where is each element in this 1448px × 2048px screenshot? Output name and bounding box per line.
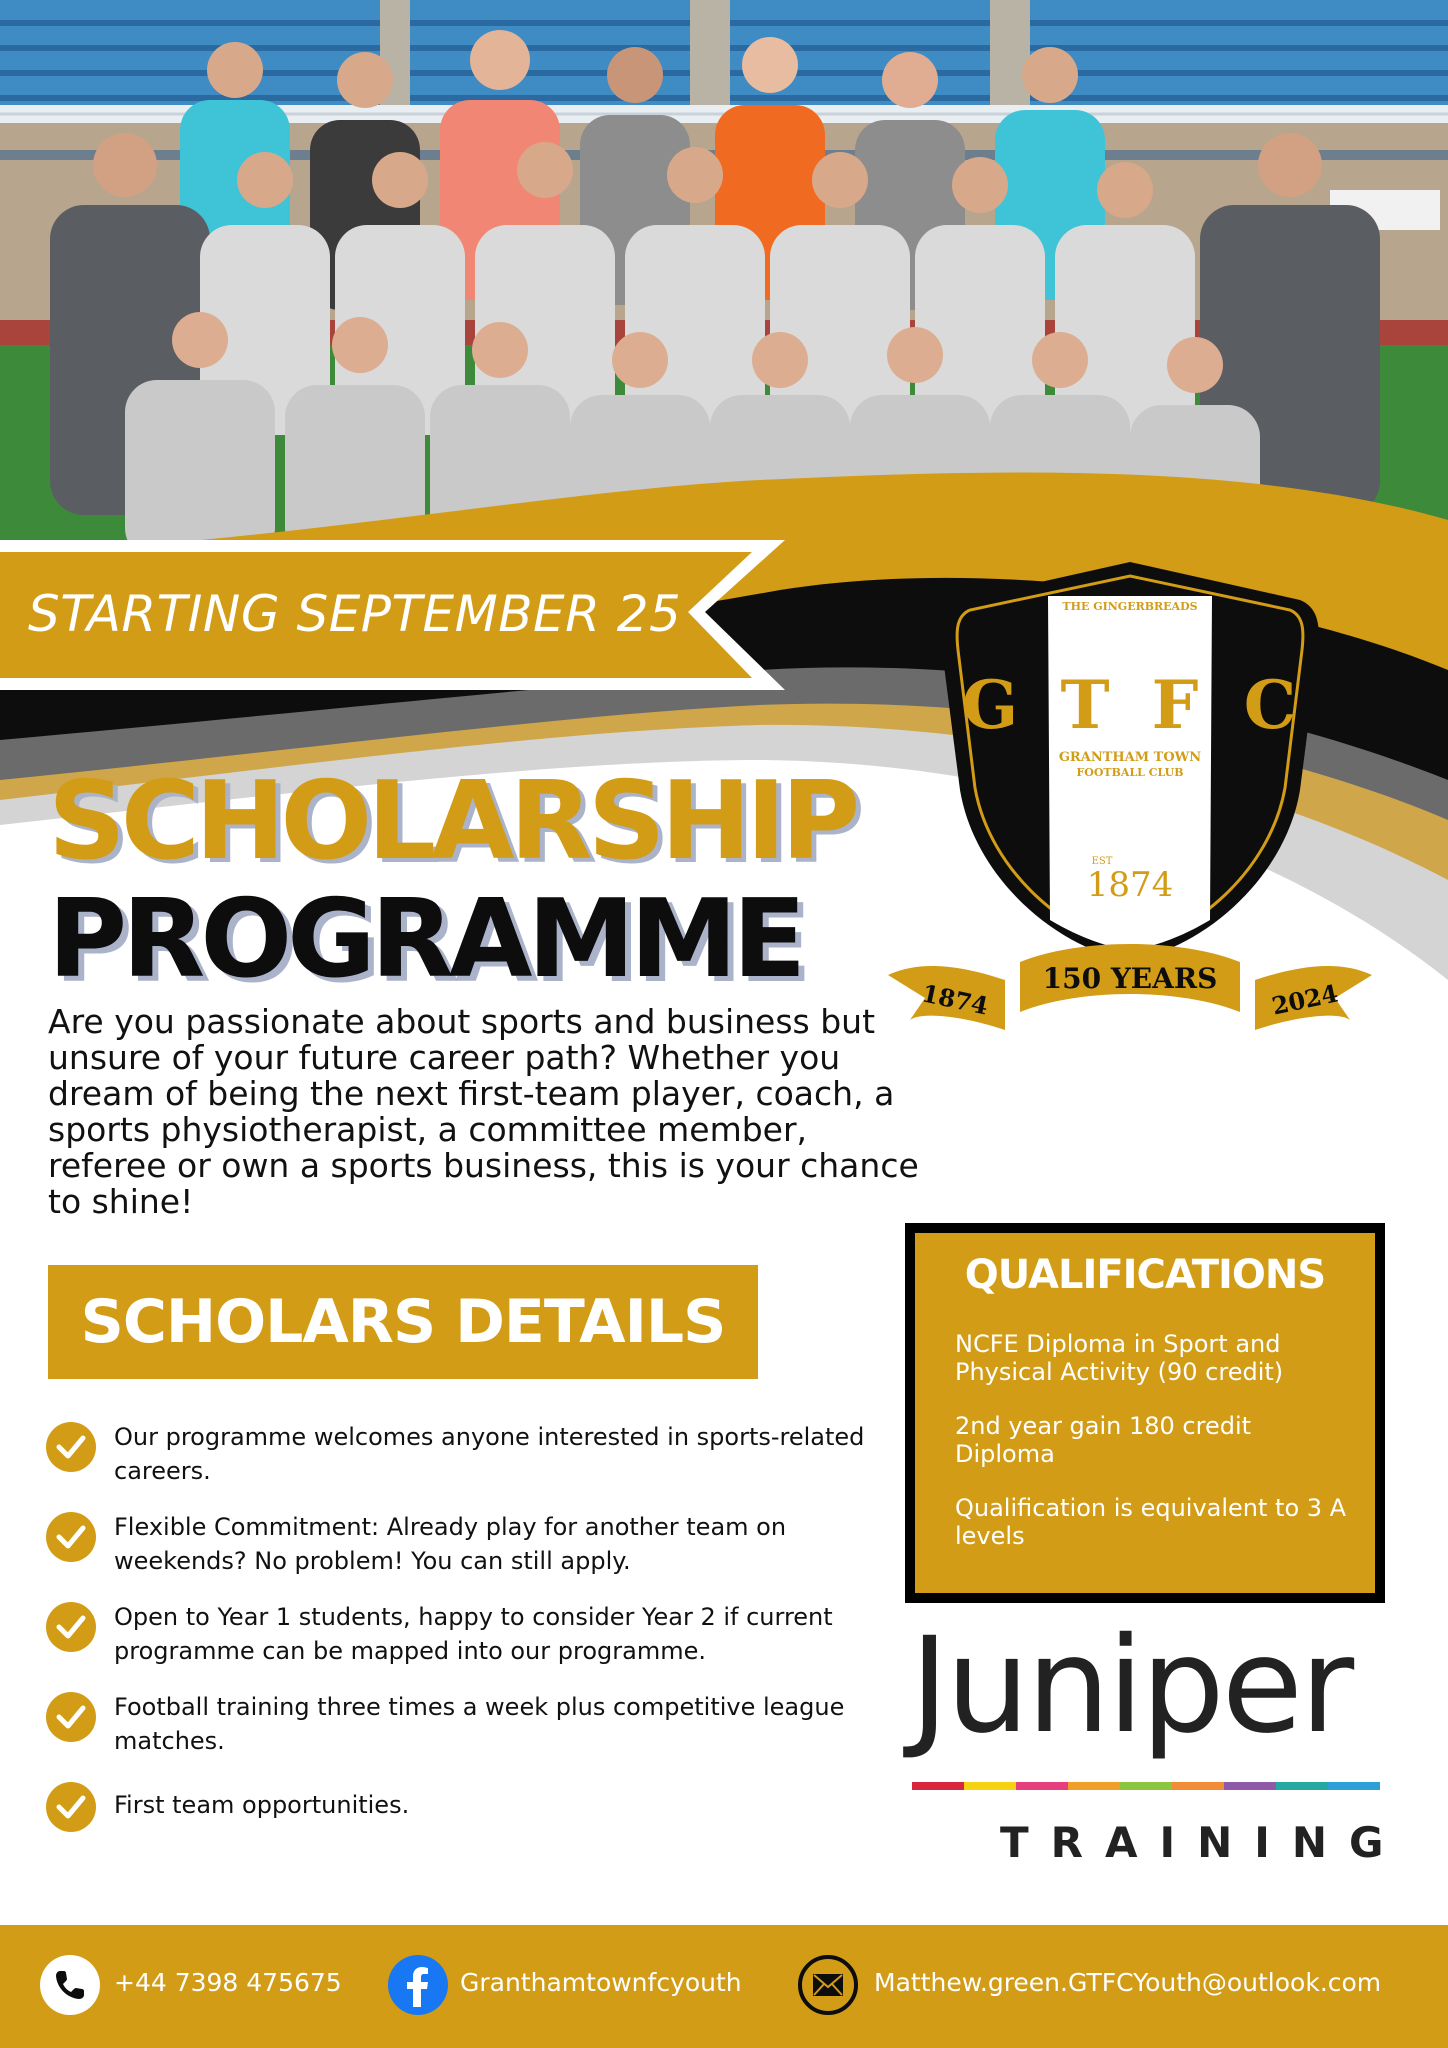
list-item-text: First team opportunities. [114,1791,410,1819]
email-icon [798,1955,858,2015]
ribbon-150-years: 150 YEARS [1042,962,1218,995]
crest-club-name-1: GRANTHAM TOWN [1058,750,1202,765]
check-icon [46,1602,96,1652]
crest-letter-g: G [961,666,1019,744]
sponsor-color-bar [912,1782,1380,1790]
crest-letter-f: F [1151,666,1199,744]
ribbon-left-year: 1874 [919,978,991,1021]
check-icon [46,1422,96,1472]
qualifications-title: QUALIFICATIONS [964,1252,1326,1298]
qualification-item: Qualification is equivalent to 3 A levels [955,1494,1347,1550]
list-item-text: Open to Year 1 students, happy to consider Year 2 if current programme can be mapped into our programme. [114,1603,833,1665]
footer-phone[interactable]: +44 7398 475675 [114,1968,342,1997]
crest-club-name-2: FOOTBALL CLUB [1076,766,1184,779]
crest-est-year: 1874 [1086,865,1174,905]
scholars-details-title: SCHOLARS DETAILS [80,1287,726,1357]
list-item-text: Football training three times a week plus competitive league matches. [114,1693,845,1755]
ribbon-right-year: 2024 [1269,978,1341,1021]
list-item-text: Our programme welcomes anyone interested in sports-related careers. [114,1423,865,1485]
crest-letter-c: C [1243,666,1297,744]
check-icon [46,1692,96,1742]
footer-email[interactable]: Matthew.green.GTFCYouth@outlook.com [874,1968,1382,1997]
facebook-icon [388,1955,448,2015]
crest-top-text: THE GINGERBREADS [1062,600,1198,613]
headline-scholarship: SCHOLARSHIP [48,759,856,884]
phone-icon [40,1955,100,2015]
intro-paragraph: Are you passionate about sports and business but unsure of your future career path? Whether you dream of being the next first-team player, coach, a sports physiotherapist, a committee member, referee or own a sports business, this is your chance to shine! [48,1002,919,1221]
crest-est-label: EST [1091,856,1113,867]
qualification-item: 2nd year gain 180 credit Diploma [955,1412,1252,1468]
check-icon [46,1782,96,1832]
check-icon [46,1512,96,1562]
club-crest [880,560,1380,1040]
headline-programme: PROGRAMME [48,877,802,1002]
list-item-text: Flexible Commitment: Already play for another team on weekends? No problem! You can still apply. [114,1513,787,1575]
footer-facebook[interactable]: Granthamtownfcyouth [460,1968,742,1997]
qualification-item: NCFE Diploma in Sport and Physical Activity (90 credit) [955,1330,1284,1386]
crest-letter-t: T [1060,666,1110,744]
start-date-banner: STARTING SEPTEMBER 25 [28,585,682,643]
sponsor-logo-wordmark: Juniper [910,1609,1352,1763]
sponsor-logo-subtitle: TRAINING [1000,1818,1406,1867]
